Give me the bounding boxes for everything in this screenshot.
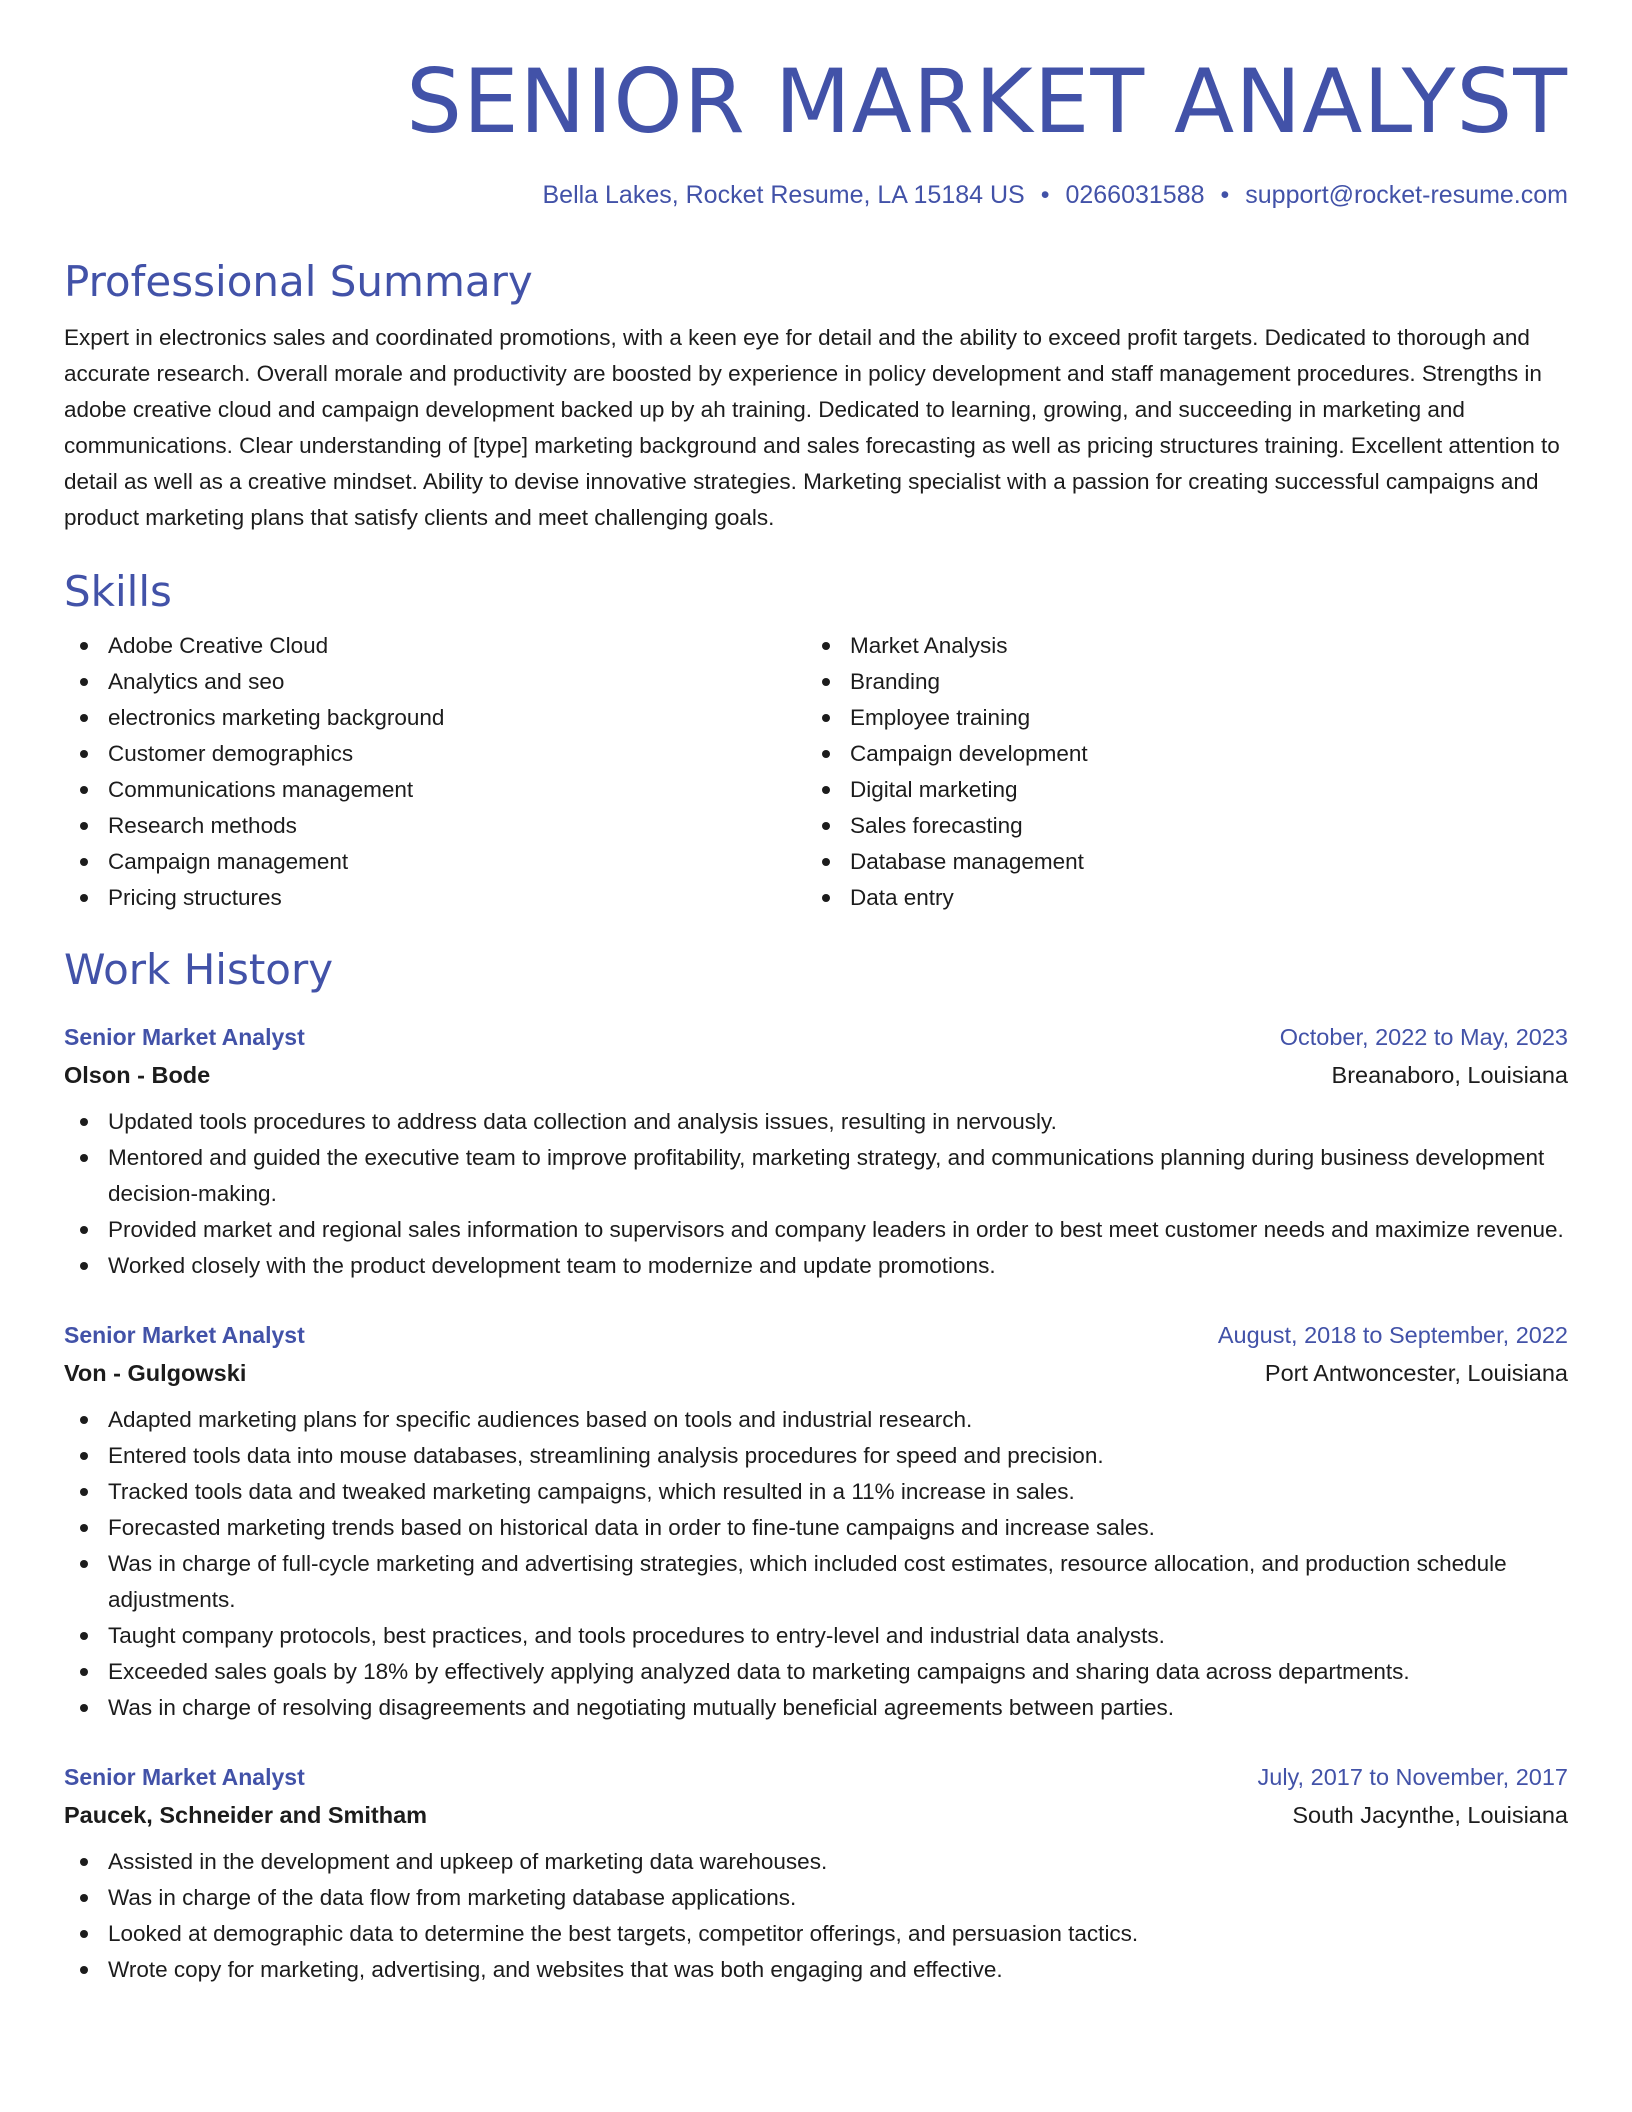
bullet-icon: [80, 1930, 88, 1938]
job-header-row: [64, 1316, 1568, 1354]
skills-section-title: Skills: [64, 567, 172, 616]
bullet-icon: [822, 822, 830, 830]
bullet-icon: [80, 1118, 88, 1126]
job-bullet: Mentored and guided the executive team to improve profitability, marketing strategy, and communications planning during business development decision-making.: [64, 1140, 1568, 1212]
bullet-icon: [80, 1894, 88, 1902]
job-location: Port Antwoncester, Louisiana: [1264, 1360, 1568, 1386]
skill-item: Branding: [806, 664, 1548, 700]
job-dates: August, 2018 to September, 2022: [1217, 1322, 1568, 1348]
bullet-icon: [80, 642, 88, 650]
job-bullet-list: [64, 1844, 1568, 1988]
resume-name-heading: SENIOR MARKET ANALYST: [406, 50, 1568, 153]
resume-page: [64, 0, 1568, 1988]
job-title: Senior Market Analyst: [64, 1322, 305, 1348]
job-dates: July, 2017 to November, 2017: [1257, 1764, 1568, 1790]
job-bullet: Wrote copy for marketing, advertising, and websites that was both engaging and effective.: [64, 1952, 1568, 1988]
job-location: South Jacynthe, Louisiana: [1292, 1802, 1568, 1828]
job-bullet: Entered tools data into mouse databases, streamlining analysis procedures for speed and precision.: [64, 1438, 1568, 1474]
contact-separator: •: [1040, 181, 1050, 209]
bullet-icon: [80, 1858, 88, 1866]
job-bullet: Tracked tools data and tweaked marketing campaigns, which resulted in a 11% increase in sales.: [64, 1474, 1568, 1510]
bullet-icon: [80, 822, 88, 830]
job-bullet: Updated tools procedures to address data collection and analysis issues, resulting in nervously.: [64, 1104, 1568, 1140]
bullet-icon: [80, 1704, 88, 1712]
bullet-icon: [80, 1488, 88, 1496]
job-entry: [64, 1018, 1568, 1284]
bullet-icon: [80, 1226, 88, 1234]
job-company: Von - Gulgowski: [64, 1360, 247, 1386]
bullet-icon: [80, 1154, 88, 1162]
job-bullet-list: [64, 1402, 1568, 1726]
work-history-section-title: Work History: [64, 945, 334, 994]
skill-item: Database management: [806, 844, 1548, 880]
skills-column-left: [64, 628, 806, 916]
job-company: Paucek, Schneider and Smitham: [64, 1802, 428, 1828]
skill-item: Sales forecasting: [806, 808, 1548, 844]
skill-item: Research methods: [64, 808, 806, 844]
job-bullet: Adapted marketing plans for specific audiences based on tools and industrial research.: [64, 1402, 1568, 1438]
bullet-icon: [822, 642, 830, 650]
skill-item: Market Analysis: [806, 628, 1548, 664]
job-company: Olson - Bode: [64, 1062, 211, 1088]
bullet-icon: [80, 786, 88, 794]
job-bullet: Taught company protocols, best practices, and tools procedures to entry-level and industrial data analysts.: [64, 1618, 1568, 1654]
skill-item: Customer demographics: [64, 736, 806, 772]
job-bullet: Assisted in the development and upkeep of marketing data warehouses.: [64, 1844, 1568, 1880]
skills-list: [64, 628, 1568, 916]
job-company-row: [64, 1354, 1568, 1392]
contact-line: [64, 180, 1568, 210]
skill-item: Campaign development: [806, 736, 1548, 772]
bullet-icon: [80, 750, 88, 758]
job-header-row: [64, 1758, 1568, 1796]
skill-item: Pricing structures: [64, 880, 806, 916]
job-bullet: Provided market and regional sales information to supervisors and company leaders in order to best meet customer needs and maximize revenue.: [64, 1212, 1568, 1248]
bullet-icon: [822, 714, 830, 722]
bullet-icon: [80, 1416, 88, 1424]
job-bullet: Was in charge of resolving disagreements and negotiating mutually beneficial agreements between parties.: [64, 1690, 1568, 1726]
bullet-icon: [80, 1262, 88, 1270]
skill-item: Campaign management: [64, 844, 806, 880]
bullet-icon: [80, 1524, 88, 1532]
job-bullet: Was in charge of the data flow from marketing database applications.: [64, 1880, 1568, 1916]
bullet-icon: [80, 678, 88, 686]
job-title: Senior Market Analyst: [64, 1764, 305, 1790]
bullet-icon: [80, 714, 88, 722]
bullet-icon: [80, 1966, 88, 1974]
job-bullet: Was in charge of full-cycle marketing and advertising strategies, which included cost estimates, resource allocation, and production schedule adjustments.: [64, 1546, 1568, 1618]
job-dates: October, 2022 to May, 2023: [1279, 1024, 1568, 1050]
bullet-icon: [80, 1632, 88, 1640]
summary-section-title: Professional Summary: [64, 257, 533, 306]
skills-column-right: [806, 628, 1548, 916]
skill-item: Employee training: [806, 700, 1548, 736]
job-title: Senior Market Analyst: [64, 1024, 305, 1050]
job-bullet: Forecasted marketing trends based on historical data in order to fine-tune campaigns and increase sales.: [64, 1510, 1568, 1546]
job-bullet-list: [64, 1104, 1568, 1284]
bullet-icon: [822, 786, 830, 794]
skill-item: Analytics and seo: [64, 664, 806, 700]
bullet-icon: [80, 1452, 88, 1460]
skill-item: Communications management: [64, 772, 806, 808]
job-company-row: [64, 1056, 1568, 1094]
summary-text: Expert in electronics sales and coordinated promotions, with a keen eye for detail and the ability to exceed profit targets. Dedicated to thorough and accurate research. Overall morale and productivity are boosted by experience in policy development and staff management procedures. Strengths in adobe creative cloud and campaign development backed up by ah training. Dedicated to learning, growing, and succeeding in marketing and communications. Clear understanding of [type] marketing background and sales forecasting as well as pricing structures training. Excellent attention to detail as well as a creative mindset. Ability to devise innovative strategies. Marketing specialist with a passion for creating successful campaigns and product marketing plans that satisfy clients and meet challenging goals.: [64, 325, 1560, 530]
contact-address: Bella Lakes, Rocket Resume, LA 15184 US: [542, 181, 1025, 209]
bullet-icon: [80, 1668, 88, 1676]
skill-item: Adobe Creative Cloud: [64, 628, 806, 664]
bullet-icon: [822, 894, 830, 902]
contact-separator: •: [1220, 181, 1230, 209]
job-bullet: Looked at demographic data to determine the best targets, competitor offerings, and persuasion tactics.: [64, 1916, 1568, 1952]
bullet-icon: [822, 678, 830, 686]
skill-item: Data entry: [806, 880, 1548, 916]
skill-item: electronics marketing background: [64, 700, 806, 736]
job-bullet: Worked closely with the product development team to modernize and update promotions.: [64, 1248, 1568, 1284]
contact-phone: 0266031588: [1065, 181, 1205, 209]
bullet-icon: [822, 750, 830, 758]
job-company-row: [64, 1796, 1568, 1834]
bullet-icon: [80, 894, 88, 902]
contact-email: support@rocket-resume.com: [1245, 181, 1568, 209]
bullet-icon: [822, 858, 830, 866]
job-header-row: [64, 1018, 1568, 1056]
skill-item: Digital marketing: [806, 772, 1548, 808]
job-entry: [64, 1316, 1568, 1726]
job-entry: [64, 1758, 1568, 1988]
job-bullet: Exceeded sales goals by 18% by effectively applying analyzed data to marketing campaigns and sharing data across departments.: [64, 1654, 1568, 1690]
bullet-icon: [80, 1560, 88, 1568]
job-location: Breanaboro, Louisiana: [1331, 1062, 1568, 1088]
bullet-icon: [80, 858, 88, 866]
